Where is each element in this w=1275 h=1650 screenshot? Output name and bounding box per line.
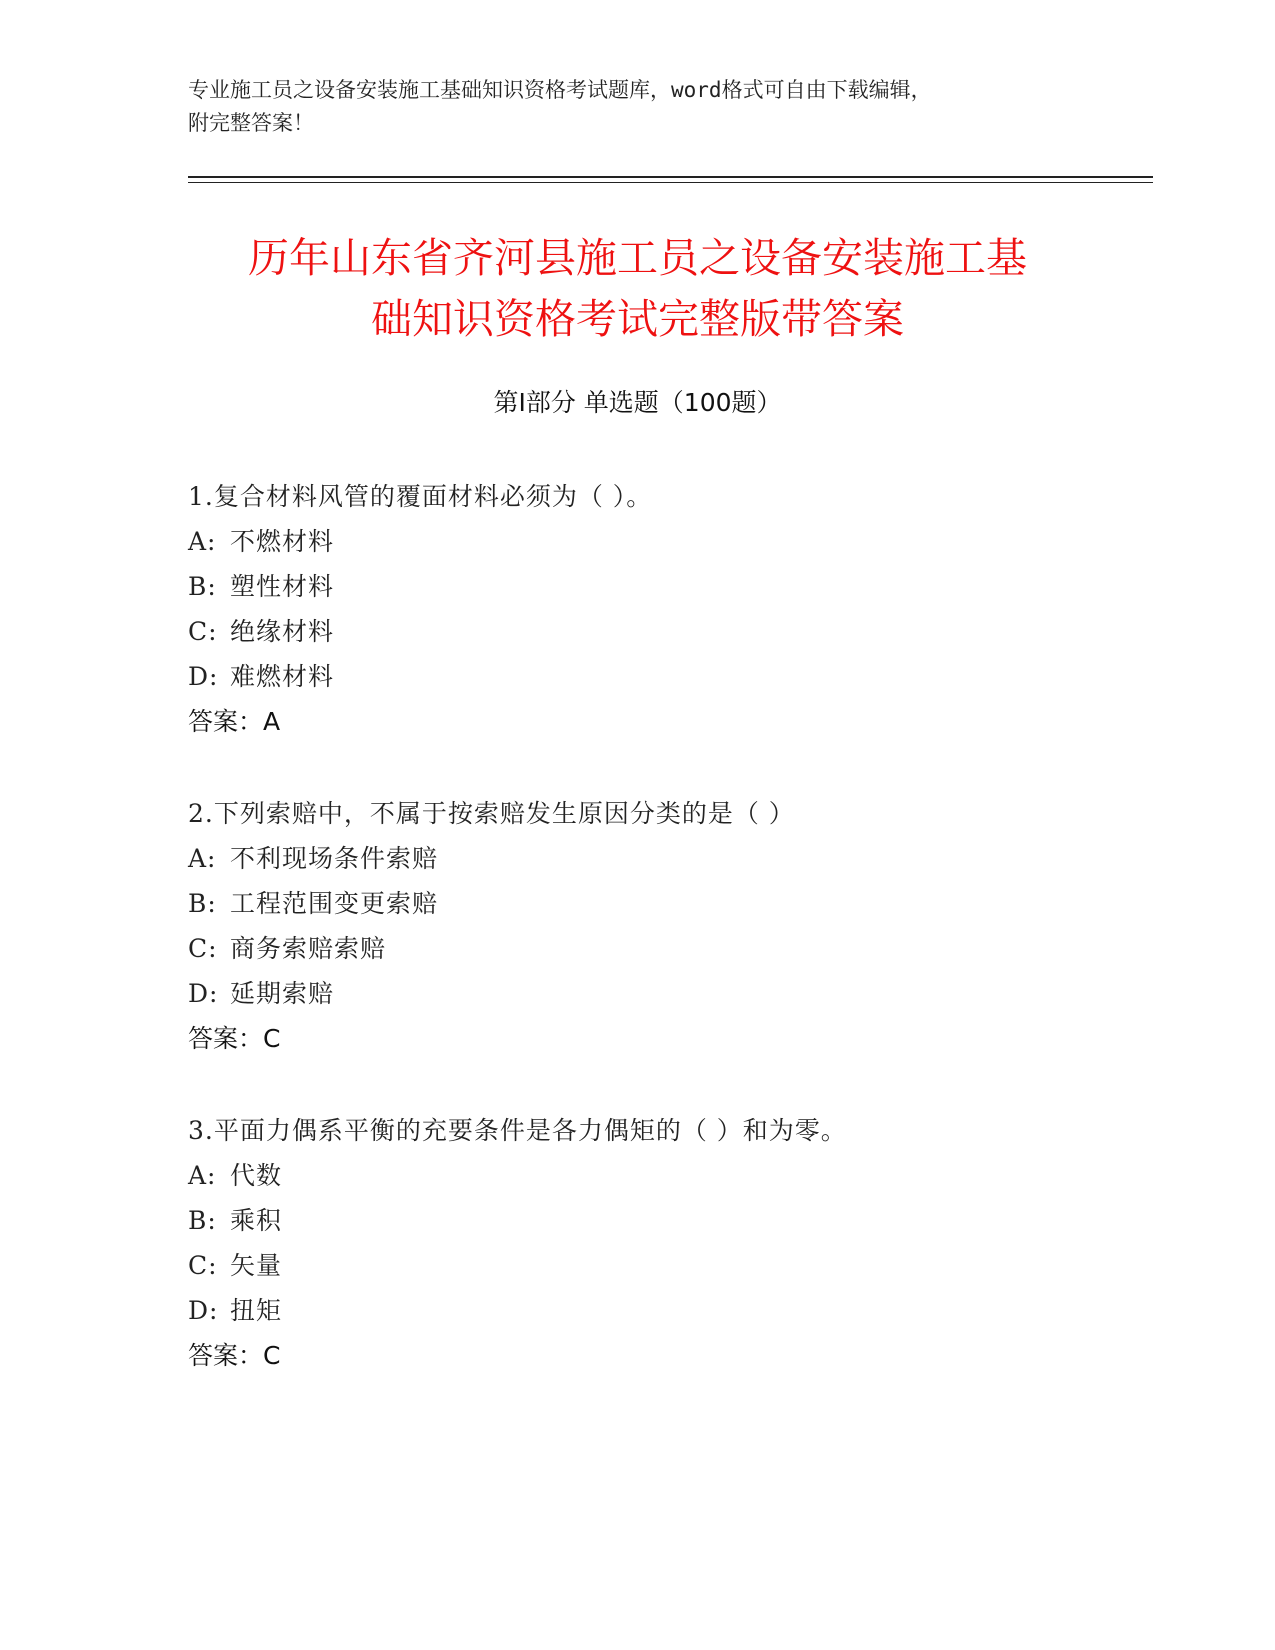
document-title-line-2: 础知识资格考试完整版带答案 (371, 295, 904, 343)
question-3 (188, 1108, 1148, 1378)
option-a (188, 1153, 1148, 1198)
document-title (140, 228, 1135, 350)
option-text: 难燃材料 (230, 662, 335, 691)
option-a (188, 836, 1148, 881)
option-text: 塑性材料 (230, 572, 335, 601)
option-c (188, 609, 1148, 654)
option-b (188, 881, 1148, 926)
option-text: 扭矩 (230, 1296, 283, 1325)
header-note-line-1: 专业施工员之设备安装施工基础知识资格考试题库，word格式可自由下载编辑， (188, 78, 932, 102)
question-1 (188, 474, 1148, 744)
option-text: 工程范围变更索赔 (230, 889, 439, 918)
option-text: 不利现场条件索赔 (230, 844, 439, 873)
option-c (188, 926, 1148, 971)
section-title: 第Ⅰ部分 单选题（100题） (493, 388, 782, 417)
option-key: D: (188, 979, 219, 1008)
option-text: 不燃材料 (230, 527, 335, 556)
option-b (188, 564, 1148, 609)
answer-line: 答案：C (188, 1341, 281, 1370)
header-note (188, 74, 1088, 140)
option-key: B: (188, 572, 217, 601)
header-divider-thick (188, 176, 1153, 178)
option-b (188, 1198, 1148, 1243)
option-d (188, 971, 1148, 1016)
answer-line: 答案：A (188, 707, 281, 736)
question-2 (188, 791, 1148, 1061)
option-text: 绝缘材料 (230, 617, 335, 646)
option-d (188, 1288, 1148, 1333)
option-key: D: (188, 1296, 219, 1325)
answer-line: 答案：C (188, 1024, 281, 1053)
option-a (188, 519, 1148, 564)
option-key: D: (188, 662, 219, 691)
option-text: 代数 (230, 1161, 283, 1190)
option-key: B: (188, 889, 217, 918)
question-stem: 2.下列索赔中，不属于按索赔发生原因分类的是（ ） (188, 799, 795, 828)
option-c (188, 1243, 1148, 1288)
document-title-line-1: 历年山东省齐河县施工员之设备安装施工基 (248, 234, 1027, 282)
option-text: 矢量 (230, 1251, 283, 1280)
option-text: 延期索赔 (230, 979, 335, 1008)
option-key: A: (188, 844, 217, 873)
option-key: C: (188, 934, 218, 963)
option-key: C: (188, 617, 218, 646)
option-text: 商务索赔索赔 (230, 934, 387, 963)
question-stem: 3.平面力偶系平衡的充要条件是各力偶矩的（ ）和为零。 (188, 1116, 847, 1145)
option-key: A: (188, 527, 217, 556)
option-d (188, 654, 1148, 699)
option-key: B: (188, 1206, 217, 1235)
question-stem: 1.复合材料风管的覆面材料必须为（ ）。 (188, 482, 653, 511)
option-key: C: (188, 1251, 218, 1280)
option-key: A: (188, 1161, 217, 1190)
option-text: 乘积 (230, 1206, 283, 1235)
header-divider-thin (188, 182, 1153, 183)
header-note-line-2: 附完整答案！ (188, 111, 314, 135)
